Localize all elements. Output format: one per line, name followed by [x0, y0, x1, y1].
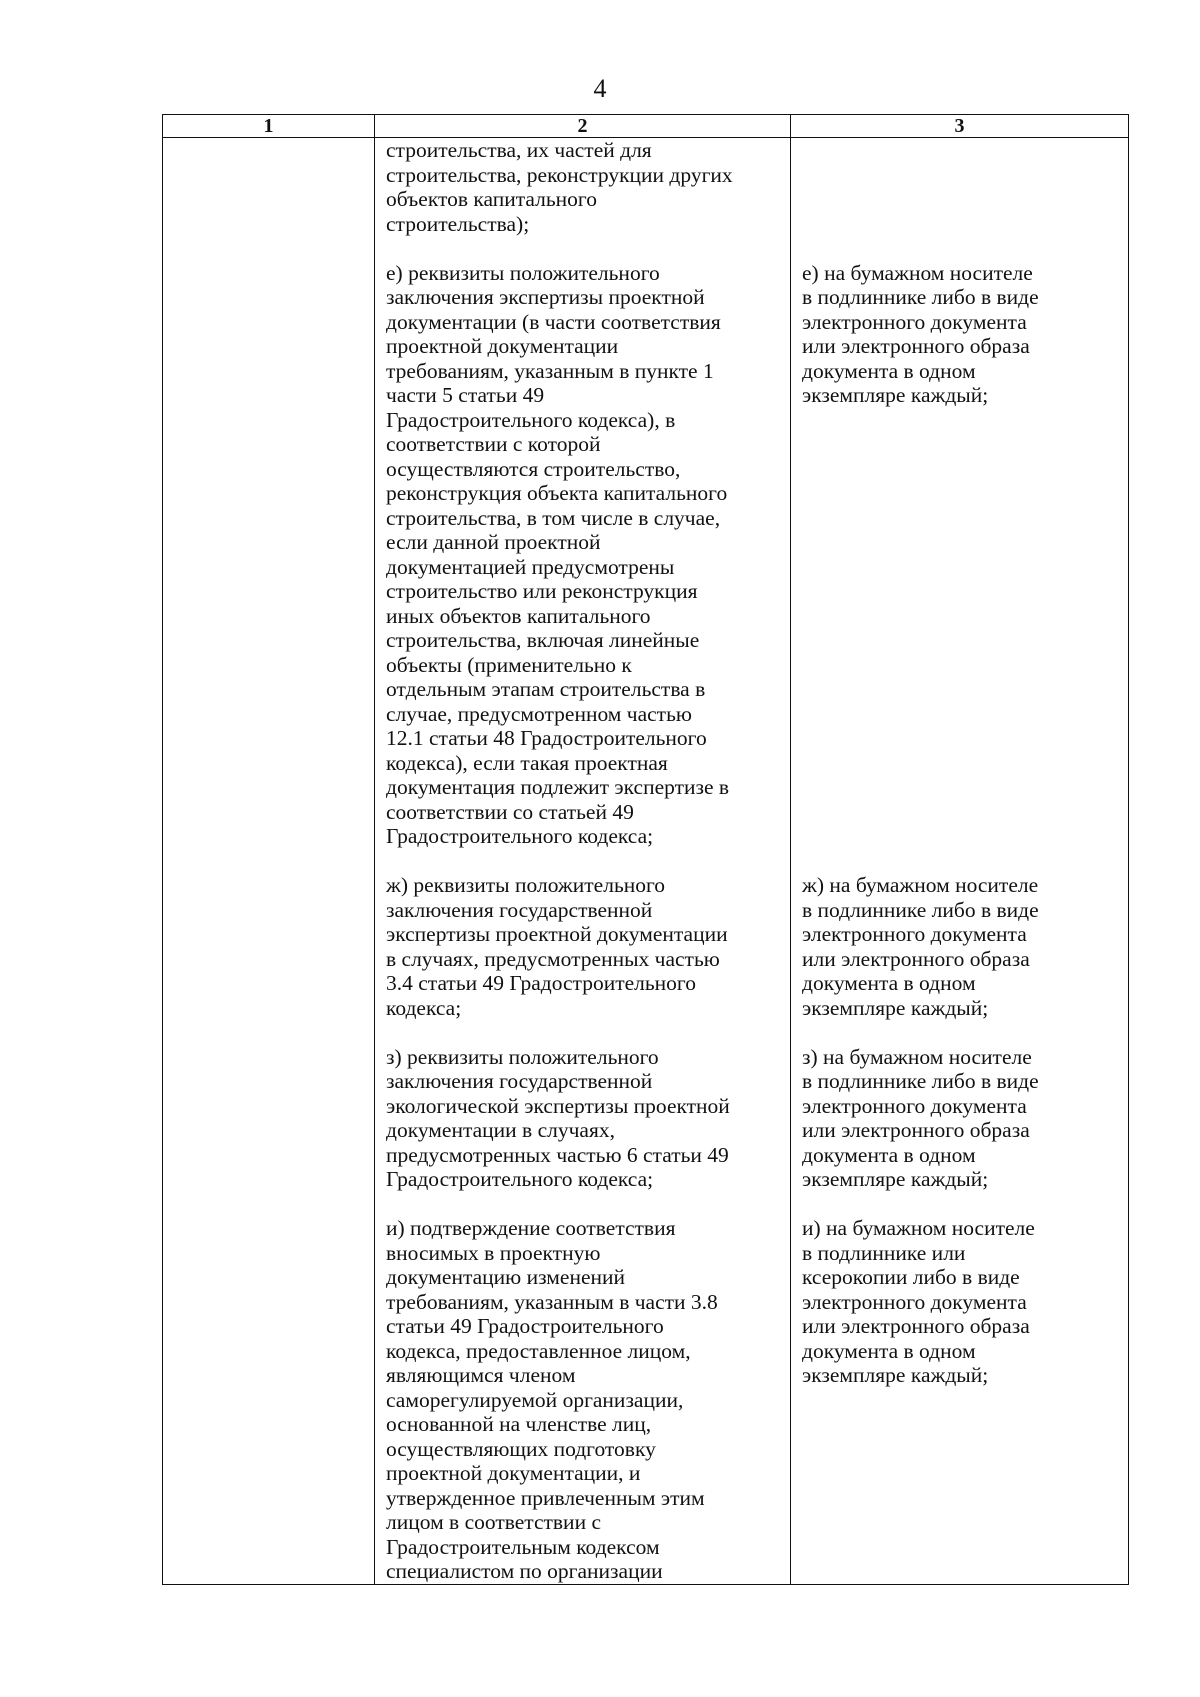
col2-line: лицом в соответствии с: [386, 1510, 601, 1534]
col3-line: ж) на бумажном носителе: [802, 873, 1039, 897]
col2-line: строительства);: [386, 211, 530, 236]
col2-entry: [386, 261, 782, 849]
spacer-line: [802, 579, 1120, 604]
col2-line: основанной на членстве лиц,: [386, 1412, 652, 1436]
col3-entry: [802, 1216, 1120, 1584]
col2-line: Градостроительного кодекса), в: [386, 407, 676, 432]
col3-line: ксерокопии либо в виде: [802, 1265, 1020, 1289]
col3-line: документа в одном: [802, 1338, 976, 1363]
col2-line: кодекса), если такая проектная: [386, 750, 668, 775]
col3-entry: [802, 261, 1120, 849]
col2-line: строительства, реконструкции других: [386, 162, 733, 187]
col2-line: Градостроительного кодекса;: [386, 1167, 654, 1191]
spacer-line: [802, 1559, 1120, 1584]
col2-line: заключения государственной: [386, 1069, 653, 1093]
col2-line: и) подтверждение соответствия: [386, 1216, 676, 1240]
document-requirements-text: [375, 138, 790, 1584]
spacer-line: [802, 481, 1120, 506]
col2-line: документации в случаях,: [386, 1118, 615, 1142]
col3-line: з) на бумажном носителе: [802, 1044, 1032, 1069]
paragraph-gap: [386, 1192, 782, 1217]
spacer-line: [802, 163, 1120, 188]
spacer-line: [802, 187, 1120, 212]
col2-line: документация подлежит экспертизе в: [386, 775, 730, 799]
spacer-line: [802, 1461, 1120, 1486]
col3-line: е) на бумажном носителе: [802, 260, 1033, 285]
spacer-line: [802, 775, 1120, 800]
col2-entry: [386, 873, 782, 1020]
col3-line: и) на бумажном носителе: [802, 1216, 1035, 1240]
table-header-row: [163, 115, 1129, 138]
spacer-line: [802, 653, 1120, 678]
col3-line: электронного документа: [802, 1289, 1027, 1314]
col2-line: соответствии с которой: [386, 432, 601, 456]
spacer-line: [802, 432, 1120, 457]
col2-line: экспертизы проектной документации: [386, 922, 728, 946]
col3-line: документа в одном: [802, 1142, 976, 1167]
col3-line: экземпляре каждый;: [802, 1363, 989, 1387]
col2-entry: [386, 1216, 782, 1584]
col2-line: случае, предусмотренном частью: [386, 701, 692, 726]
col2-line: объектов капитального: [386, 187, 597, 211]
col2-line: экологической экспертизы проектной: [386, 1093, 730, 1118]
col3-line: электронного документа: [802, 922, 1027, 946]
column-2-header: 2: [375, 115, 791, 138]
spacer-line: [802, 1437, 1120, 1462]
col3-line: экземпляре каждый;: [802, 383, 989, 407]
col2-line: статьи 49 Градостроительного: [386, 1314, 664, 1338]
spacer-line: [802, 1535, 1120, 1560]
col3-line: в подлиннике или: [802, 1240, 966, 1265]
col2-line: требованиям, указанным в части 3.8: [386, 1289, 718, 1314]
col2-line: ж) реквизиты положительного: [386, 873, 666, 897]
col3-line: в подлиннике либо в виде: [802, 285, 1039, 309]
col3-line: или электронного образа: [802, 1314, 1030, 1338]
col3-line: или электронного образа: [802, 946, 1030, 971]
col3-entry: [802, 873, 1120, 1020]
spacer-line: [802, 1486, 1120, 1511]
col2-line: саморегулируемой организации,: [386, 1387, 684, 1412]
column-2-cell: [375, 138, 791, 1585]
col3-line: или электронного образа: [802, 1118, 1030, 1142]
col2-line: объекты (применительно к: [386, 652, 632, 677]
col3-line: экземпляре каждый;: [802, 995, 989, 1020]
col2-line: проектной документации, и: [386, 1461, 641, 1485]
col2-line: в случаях, предусмотренных частью: [386, 946, 720, 971]
page-number: 4: [593, 74, 607, 103]
spacer-line: [802, 751, 1120, 776]
col2-line: 12.1 статьи 48 Градостроительного: [386, 726, 707, 750]
paragraph-gap: [802, 236, 1120, 261]
col2-line: документацией предусмотрены: [386, 554, 675, 579]
col3-line: электронного документа: [802, 1093, 1027, 1118]
col2-line: з) реквизиты положительного: [386, 1044, 659, 1069]
col2-line: отдельным этапам строительства в: [386, 677, 706, 701]
col2-line: Градостроительным кодексом: [386, 1534, 660, 1559]
paragraph-gap: [802, 1192, 1120, 1217]
column-3-cell: [791, 138, 1129, 1585]
col2-line: кодекса, предоставленное лицом,: [386, 1338, 691, 1363]
spacer-line: [802, 457, 1120, 482]
col3-line: или электронного образа: [802, 334, 1030, 358]
col2-line: заключения государственной: [386, 897, 653, 922]
spacer-line: [802, 1388, 1120, 1413]
col2-line: иных объектов капитального: [386, 603, 651, 628]
col3-line: документа в одном: [802, 358, 976, 383]
col2-line: строительства, в том числе в случае,: [386, 505, 721, 530]
col2-line: части 5 статьи 49: [386, 383, 545, 407]
spacer-line: [802, 1510, 1120, 1535]
col2-line: специалистом по организации: [386, 1559, 663, 1583]
spacer-line: [802, 138, 1120, 163]
col2-line: кодекса;: [386, 995, 462, 1020]
col2-line: Градостроительного кодекса;: [386, 824, 654, 848]
col3-line: документа в одном: [802, 971, 976, 995]
col3-line: в подлиннике либо в виде: [802, 1069, 1039, 1093]
paragraph-gap: [802, 1020, 1120, 1045]
col3-line: экземпляре каждый;: [802, 1167, 989, 1191]
spacer-line: [802, 530, 1120, 555]
col2-entry: [386, 138, 782, 236]
spacer-line: [802, 212, 1120, 237]
spacer-line: [802, 555, 1120, 580]
spacer-line: [802, 628, 1120, 653]
col2-line: являющимся членом: [386, 1363, 576, 1387]
column-3-header: 3: [791, 115, 1129, 138]
spacer-line: [802, 824, 1120, 849]
col2-line: осуществляются строительство,: [386, 456, 681, 481]
col3-entry: [802, 138, 1120, 236]
col2-line: реконструкция объекта капитального: [386, 481, 728, 505]
col2-line: строительство или реконструкция: [386, 579, 698, 603]
col3-line: в подлиннике либо в виде: [802, 897, 1039, 922]
paragraph-gap: [802, 849, 1120, 874]
paragraph-gap: [386, 849, 782, 874]
paragraph-gap: [386, 236, 782, 261]
col2-line: осуществляющих подготовку: [386, 1436, 656, 1461]
column-1-header: 1: [163, 115, 375, 138]
col2-line: документации (в части соответствия: [386, 309, 721, 334]
spacer-line: [802, 702, 1120, 727]
col2-line: заключения экспертизы проектной: [386, 285, 705, 309]
table-row: [163, 138, 1129, 1585]
spacer-line: [802, 604, 1120, 629]
col2-line: предусмотренных частью 6 статьи 49: [386, 1142, 729, 1167]
col2-line: соответствии со статьей 49: [386, 799, 634, 824]
col2-entry: [386, 1045, 782, 1192]
spacer-line: [802, 800, 1120, 825]
spacer-line: [802, 506, 1120, 531]
paragraph-gap: [386, 1020, 782, 1045]
spacer-line: [802, 677, 1120, 702]
col2-line: строительства, их частей для: [386, 138, 652, 162]
col2-line: вносимых в проектную: [386, 1240, 601, 1265]
col3-line: электронного документа: [802, 309, 1027, 334]
column-1-cell: [163, 138, 375, 1585]
col2-line: если данной проектной: [386, 530, 601, 554]
col2-line: документацию изменений: [386, 1265, 626, 1289]
col2-line: утвержденное привлеченным этим: [386, 1485, 705, 1510]
requirements-table: [162, 114, 1129, 1585]
col2-line: проектной документации: [386, 334, 619, 358]
spacer-line: [802, 726, 1120, 751]
submission-form-text: [791, 138, 1128, 1584]
spacer-line: [802, 408, 1120, 433]
col3-entry: [802, 1045, 1120, 1192]
col2-line: строительства, включая линейные: [386, 628, 700, 652]
col2-line: е) реквизиты положительного: [386, 260, 660, 285]
col2-line: 3.4 статьи 49 Градостроительного: [386, 971, 696, 995]
col2-line: требованиям, указанным в пункте 1: [386, 358, 714, 383]
spacer-line: [802, 1412, 1120, 1437]
